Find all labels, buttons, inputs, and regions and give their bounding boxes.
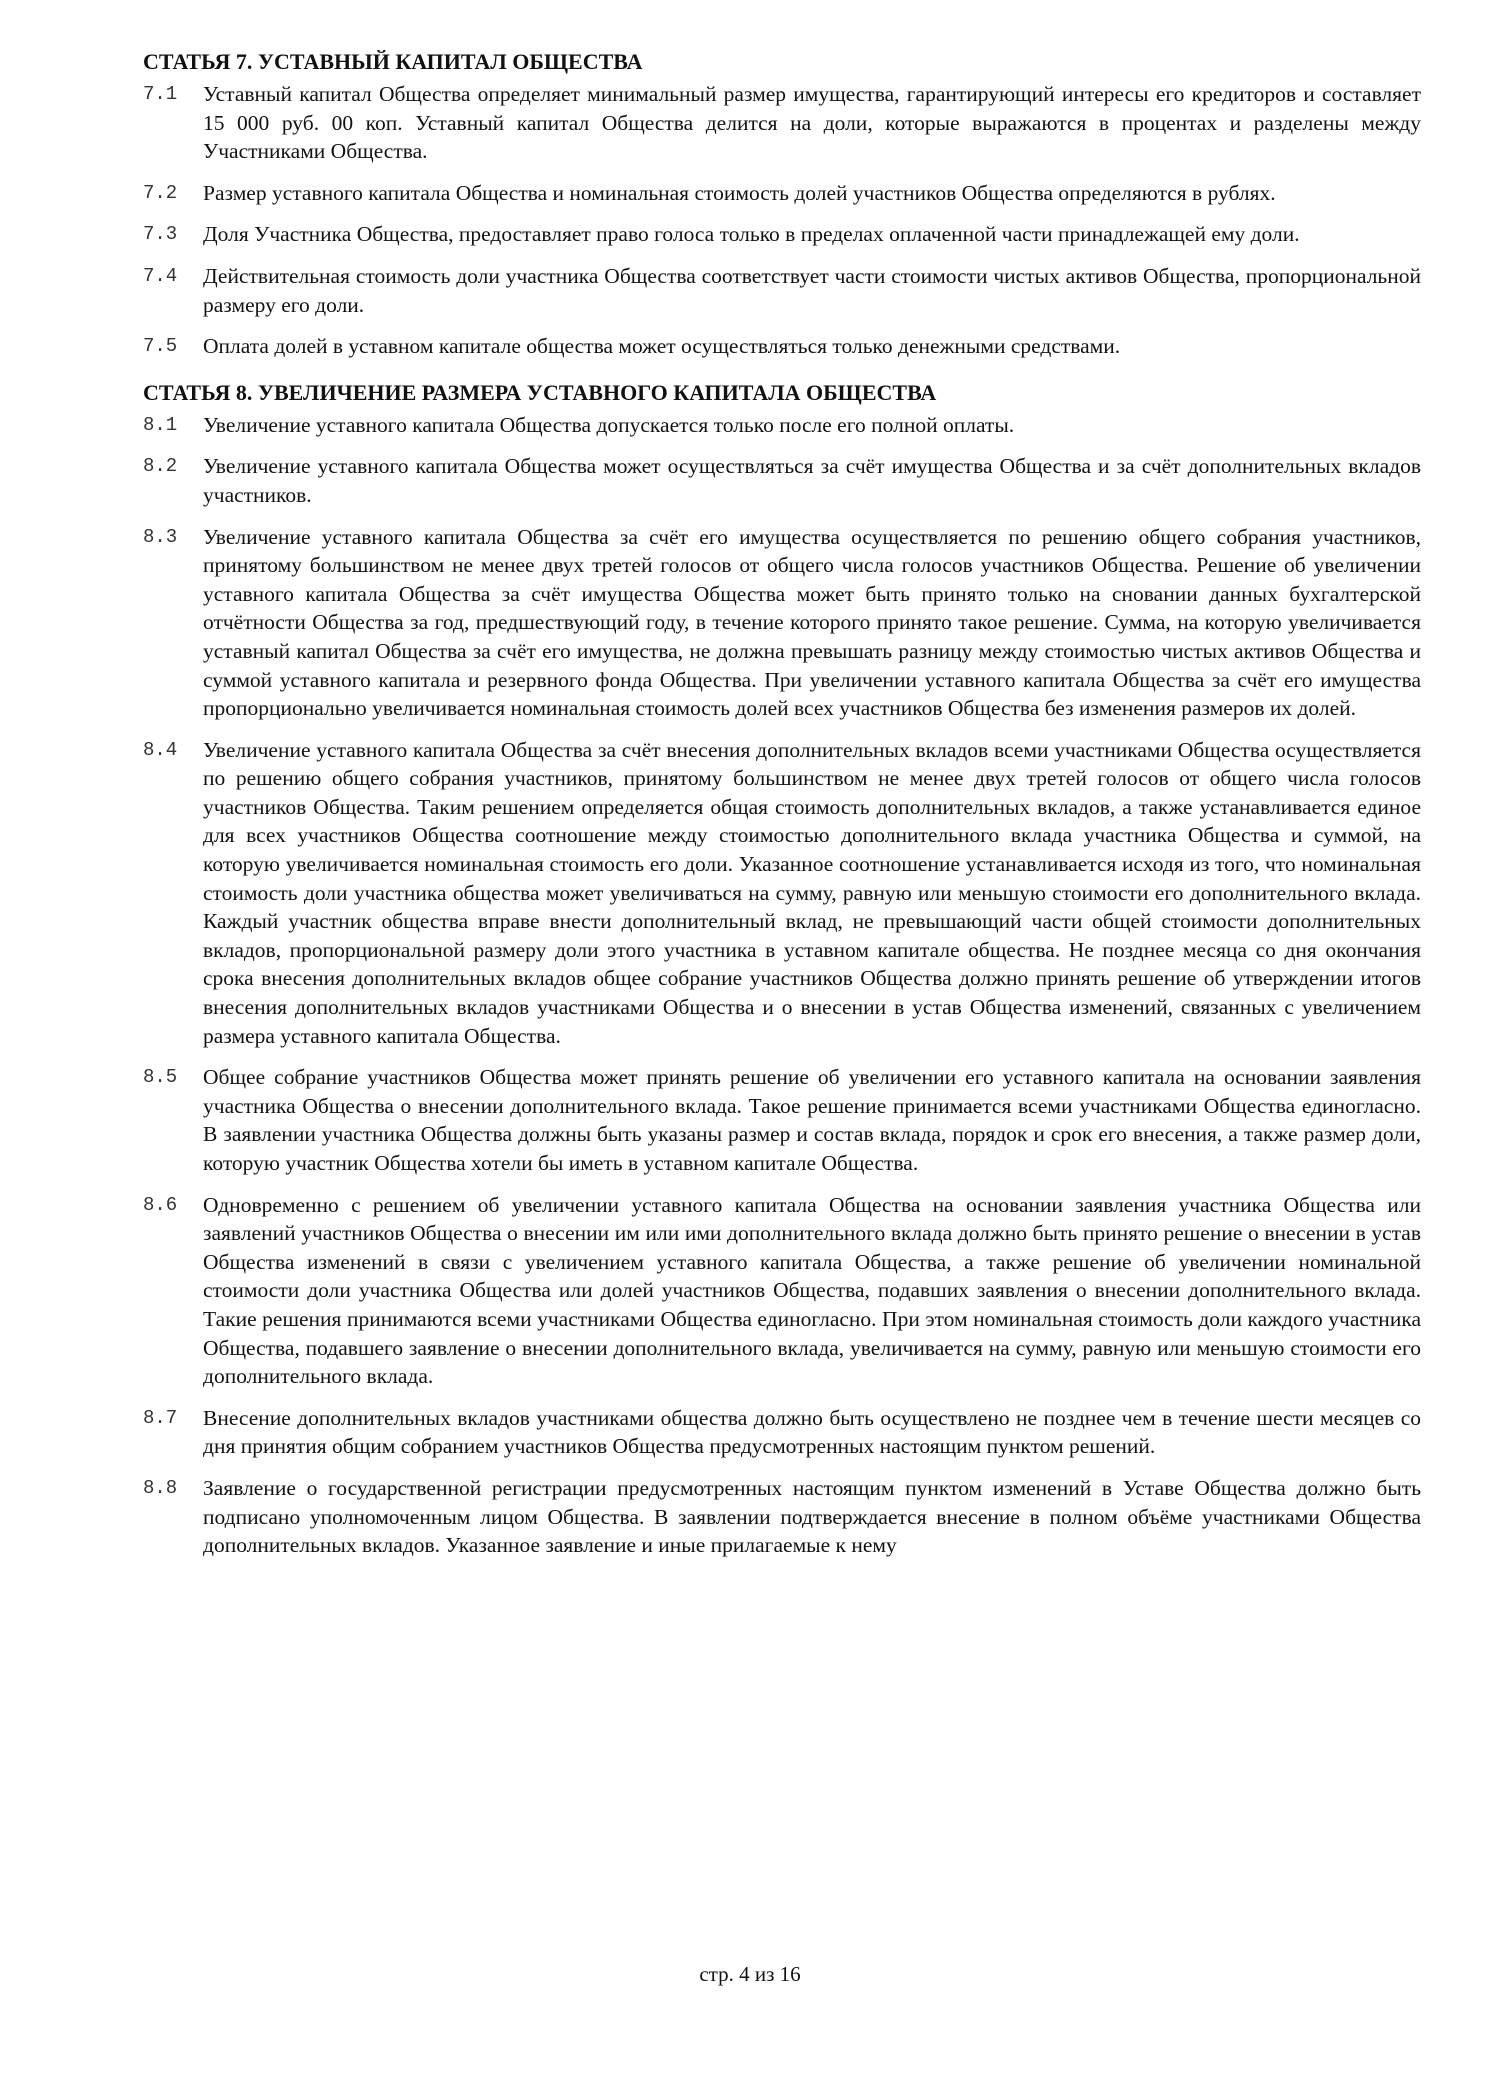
- clause-8-5: [143, 1063, 1421, 1177]
- clause-7-1: [143, 80, 1421, 166]
- clause-number: 8.8: [143, 1476, 178, 1499]
- clause-number: 8.4: [143, 738, 178, 761]
- document-page: [143, 48, 1421, 1573]
- clause-8-8: [143, 1474, 1421, 1560]
- clause-number: 7.1: [143, 83, 178, 105]
- clause-text: Действительная стоимость доли участника Общества соответствует части стоимости чистых активов Общества, пропорциональной размеру его доли.: [203, 263, 1421, 317]
- clause-text: Оплата долей в уставном капитале общества может осуществляться только денежными средствами.: [203, 334, 1121, 359]
- article-8-heading: СТАТЬЯ 8. УВЕЛИЧЕНИЕ РАЗМЕРА УСТАВНОГО КАПИТАЛА ОБЩЕСТВА: [143, 379, 937, 405]
- clause-number: 7.2: [143, 181, 178, 204]
- clause-text: Внесение дополнительных вкладов участниками общества должно быть осуществлено не позднее чем в течение шести месяцев со дня принятия общим собранием участников Общества предусмотренных настоящим пунктом решений.: [203, 1405, 1421, 1459]
- clause-7-5: [143, 332, 1421, 361]
- clause-8-7: [143, 1404, 1421, 1461]
- page-number: стр. 4 из 16: [699, 1962, 801, 1986]
- clause-text: Увеличение уставного капитала Общества допускается только после его полной оплаты.: [203, 412, 1015, 437]
- clause-text: Общее собрание участников Общества может принять решение об увеличении его уставного капитала на основании заявления участника Общества о внесении дополнительного вклада. Такое решение принимается всеми участниками Общества единогласно. В заявлении участника Общества должны быть указаны размер и состав вклада, порядок и срок его внесения, а также размер доли, которую участник Общества хотели бы иметь в уставном капитале Общества.: [203, 1065, 1421, 1175]
- clause-text: Доля Участника Общества, предоставляет право голоса только в пределах оплаченной части принадлежащей ему доли.: [203, 222, 1300, 247]
- clause-text: Уставный капитал Общества определяет минимальный размер имущества, гарантирующий интересы его кредиторов и составляет 15 000 руб. 00 коп. Уставный капитал Общества делится на доли, которые выражаются в процентах и разделены между Участниками Общества.: [203, 82, 1421, 164]
- clause-number: 7.3: [143, 223, 178, 246]
- clause-text: Увеличение уставного капитала Общества может осуществляться за счёт имущества Общества и за счёт дополнительных вкладов участников.: [203, 454, 1421, 507]
- clause-8-2: [143, 452, 1421, 509]
- article-7-heading: СТАТЬЯ 7. УСТАВНЫЙ КАПИТАЛ ОБЩЕСТВА: [143, 49, 643, 74]
- clause-number: 8.6: [143, 1193, 178, 1216]
- clause-number: 8.2: [143, 455, 178, 478]
- clause-text: Размер уставного капитала Общества и номинальная стоимость долей участников Общества определяются в рублях.: [203, 180, 1276, 205]
- clause-number: 8.3: [143, 525, 178, 548]
- clause-number: 8.7: [143, 1406, 178, 1429]
- clause-number: 7.5: [143, 335, 178, 358]
- clause-7-4: [143, 262, 1421, 319]
- clause-7-2: [143, 179, 1421, 208]
- clause-text: Увеличение уставного капитала Общества за счёт его имущества осуществляется по решению общего собрания участников, принятому большинством не менее двух третей голосов от общего числа голосов участников Общества. Решение об увеличении уставного капитала Общества за счёт имущества Общества может быть принято только на сновании данных бухгалтерской отчётности Общества за год, предшествующий году, в течение которого принято такое решение. Сумма, на которую увеличивается уставный капитал Общества за счёт его имущества, не должна превышать разницу между стоимостью чистых активов Общества и суммой уставного капитала и резервного фонда Общества. При увеличении уставного капитала Общества за счёт его имущества пропорционально увеличивается номинальная стоимость долей всех участников Общества без изменения размеров их долей.: [203, 524, 1421, 721]
- clause-8-6: [143, 1191, 1421, 1391]
- clause-8-3: [143, 523, 1421, 723]
- clause-number: 8.5: [143, 1066, 178, 1089]
- clause-8-4: [143, 736, 1421, 1051]
- clause-text: Одновременно с решением об увеличении уставного капитала Общества на основании заявления участника Общества или заявлений участников Общества о внесении им или ими дополнительного вклада должно быть принято решение о внесении в устав Общества изменений в связи с увеличением уставного капитала Общества, а также решение об увеличении номинальной стоимости доли участника Общества или долей участников Общества, подавших заявления о внесении дополнительного вклада. Такие решения принимаются всеми участниками Общества единогласно. При этом номинальная стоимость доли каждого участника Общества, подавшего заявление о внесении дополнительного вклада, увеличивается на сумму, равную или меньшую стоимости его дополнительного вклада.: [203, 1192, 1421, 1389]
- clause-text: Увеличение уставного капитала Общества за счёт внесения дополнительных вкладов всеми участниками Общества осуществляется по решению общего собрания участников, принятому большинством не менее двух третей голосов от общего числа голосов участников Общества. Таким решением определяется общая стоимость дополнительных вкладов, а также устанавливается единое для всех участников Общества соотношение между стоимостью дополнительного вклада участника Общества и суммой, на которую увеличивается номинальная стоимость его доли. Указанное соотношение устанавливается исходя из того, что номинальная стоимость доли участника общества может увеличиваться на сумму, равную или меньшую стоимости его дополнительного вклада. Каждый участник общества вправе внести дополнительный вклад, не превышающий части общей стоимости дополнительных вкладов, пропорциональной размеру доли этого участника в уставном капитале общества. Не позднее месяца со дня окончания срока внесения дополнительных вкладов общее собрание участников Общества должно принять решение об утверждении итогов внесения дополнительных вкладов участниками Общества и о внесении в устав Общества изменений, связанных с увеличением размера уставного капитала Общества.: [203, 737, 1421, 1048]
- clause-number: 8.1: [143, 413, 178, 436]
- clause-8-1: [143, 411, 1421, 440]
- clause-text: Заявление о государственной регистрации предусмотренных настоящим пунктом изменений в Уставе Общества должно быть подписано уполномоченным лицом Общества. В заявлении подтверждается внесение в полном объёме участниками Общества дополнительных вкладов. Указанное заявление и иные прилагаемые к нему: [203, 1475, 1421, 1558]
- clause-7-3: [143, 220, 1421, 249]
- clause-number: 7.4: [143, 264, 178, 287]
